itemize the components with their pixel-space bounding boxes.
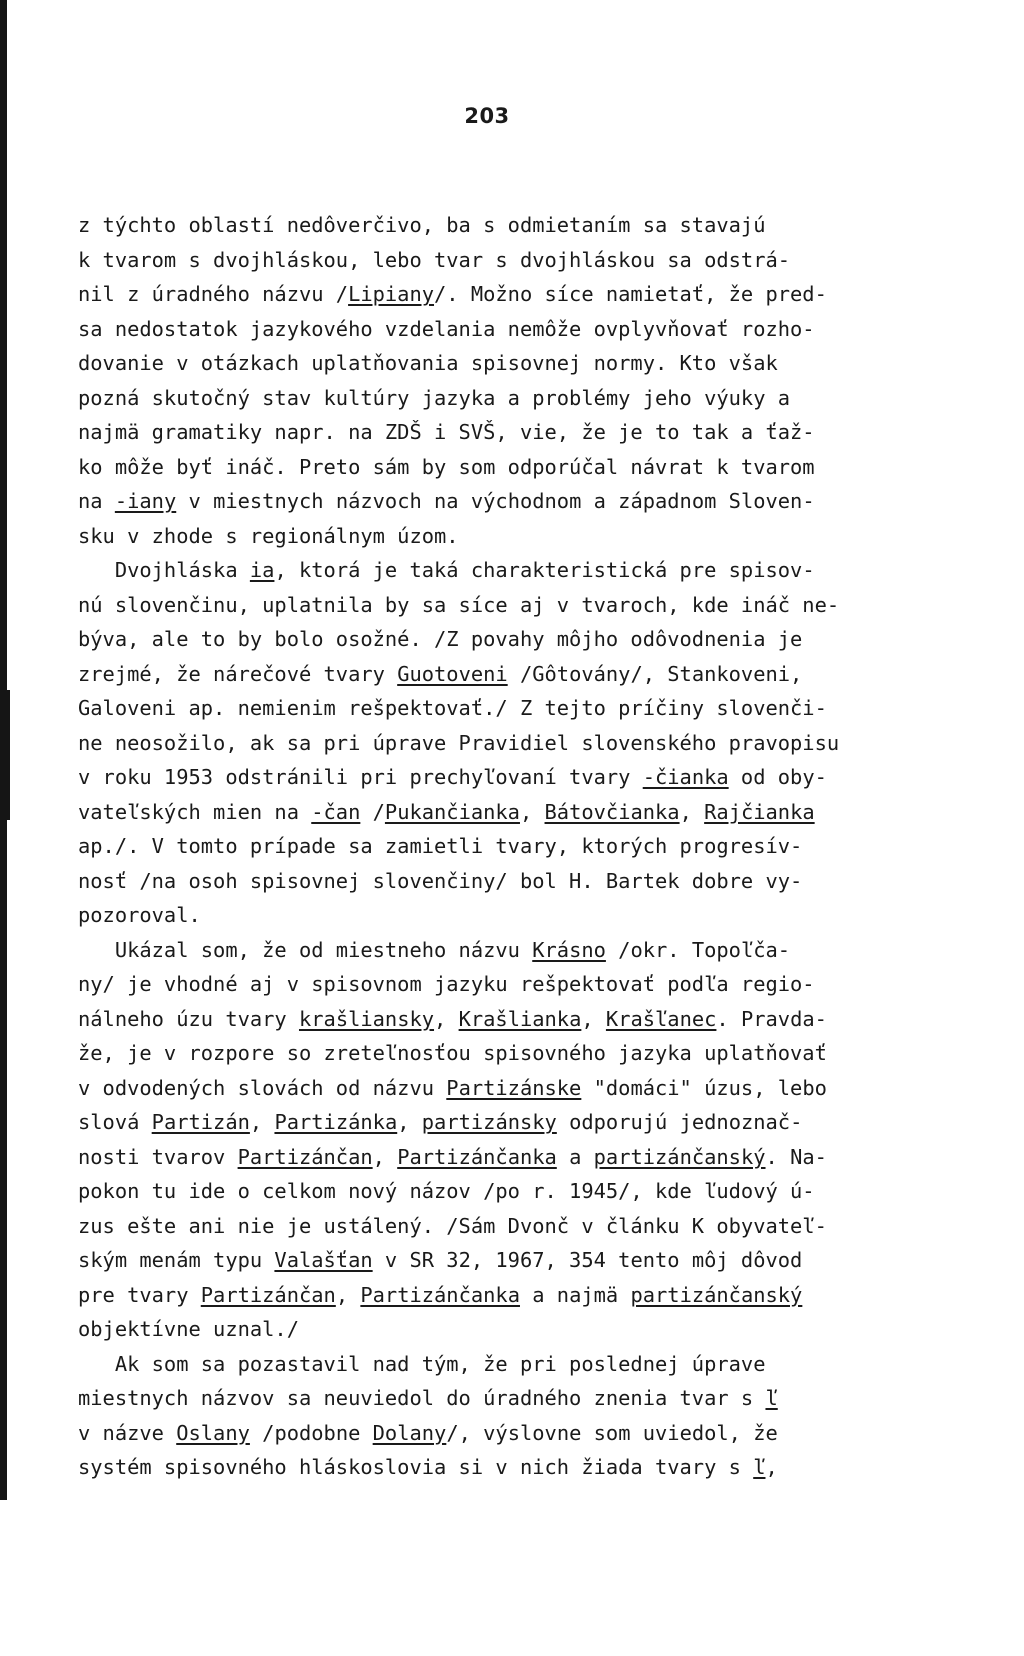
text-line [78, 1278, 1018, 1313]
line-text: /Gôtovány/, Stankoveni, [507, 661, 803, 686]
text-line [78, 1381, 1018, 1416]
text-line [78, 622, 1018, 657]
line-text: , [397, 1110, 422, 1134]
line-text: sku v zhode s regionálnym úzom. [78, 523, 459, 548]
line-text: pre tvary [78, 1282, 201, 1307]
underlined-term: -iany [114, 489, 177, 513]
text-line [78, 415, 1018, 450]
line-text: . Pravda- [716, 1006, 827, 1031]
line-text: a [556, 1144, 594, 1169]
line-text: v názve [78, 1420, 177, 1445]
line-text: . Na- [765, 1144, 827, 1169]
underlined-term: ľ [765, 1386, 778, 1410]
line-text: zrejmé, že nárečové tvary [78, 661, 398, 686]
line-text: v SR 32, 1967, 354 tento môj dôvod [372, 1248, 803, 1272]
line-text: zus ešte ani nie je ustálený. /Sám Dvonč v článku K obyvateľ- [78, 1213, 827, 1238]
underlined-term: Krašľanec [605, 1006, 717, 1031]
line-text: / [360, 799, 385, 824]
line-text: ny/ je vhodné aj v spisovnom jazyku rešpektovať podľa regio- [78, 972, 815, 996]
underlined-term: Dolany [372, 1420, 447, 1445]
underlined-term: Lipiany [348, 282, 435, 306]
line-text: "domáci" úzus, lebo [581, 1075, 827, 1100]
line-text: , [434, 1006, 459, 1031]
text-line [78, 312, 1018, 347]
line-text: ko môže byť ináč. Preto sám by som odporúčal návrat k tvarom [78, 454, 815, 479]
underlined-term: Krašlianka [458, 1006, 582, 1031]
line-text: z týchto oblastí nedôverčivo, ba s odmietaním sa stavajú [78, 213, 766, 237]
line-text: Galoveni ap. nemienim rešpektovať./ Z tejto príčiny slovenči- [78, 696, 827, 720]
line-text: ským menám typu [78, 1248, 275, 1272]
line-text: nosti tvarov [78, 1144, 238, 1169]
line-text: pozná skutočný stav kultúry jazyka a problémy jeho výuky a [78, 385, 791, 410]
line-text: ap./. V tomto prípade sa zamietli tvary, ktorých progresív- [78, 834, 803, 858]
line-text: nú slovenčinu, uplatnila by sa síce aj v tvaroch, kde ináč ne- [78, 592, 840, 617]
line-text: a najmä [519, 1282, 631, 1307]
underlined-term: Valašťan [274, 1248, 373, 1272]
text-line [78, 381, 1018, 416]
underlined-term: Bátovčianka [544, 799, 680, 824]
text-line [78, 1140, 1018, 1175]
underlined-term: ia [249, 558, 275, 582]
line-text: /, výslovne som uviedol, že [446, 1420, 778, 1445]
underlined-term: Guotoveni [397, 661, 508, 686]
line-text: v roku 1953 odstránili pri prechyľovaní tvary [78, 765, 643, 789]
underlined-term: Partizánčan [200, 1282, 336, 1307]
text-line [78, 1243, 1018, 1278]
text-line [78, 1347, 1018, 1382]
underlined-term: Partizánske [446, 1075, 582, 1100]
line-text: v odvodených slovách od názvu [78, 1075, 447, 1100]
underlined-term: -čianka [642, 765, 729, 789]
line-text: , [249, 1110, 275, 1134]
line-text: dovanie v otázkach uplatňovania spisovnej normy. Kto však [78, 351, 778, 375]
line-text: k tvarom s dvojhláskou, lebo tvar s dvojhláskou sa odstrá- [78, 247, 791, 272]
underlined-term: partizánčanský [593, 1144, 766, 1169]
line-text: objektívne uznal./ [78, 1317, 299, 1341]
text-line [78, 967, 1018, 1002]
underlined-term: Partizánčanka [397, 1144, 557, 1169]
line-text: nosť /na osoh spisovnej slovenčiny/ bol H. Bartek dobre vy- [78, 868, 803, 893]
line-text: /podobne [249, 1420, 373, 1445]
text-line [78, 864, 1018, 899]
text-line [78, 795, 1018, 830]
line-text: , [765, 1455, 778, 1479]
line-text: miestnych názvov sa neuviedol do úradného znenia tvar s [78, 1386, 766, 1410]
text-line [78, 760, 1018, 795]
underlined-term: Partizán [151, 1110, 250, 1134]
text-line [78, 484, 1018, 519]
line-text: od oby- [728, 765, 827, 789]
line-text: na [78, 489, 115, 513]
line-text: Ukázal som, že od miestneho názvu [78, 937, 533, 962]
text-line [78, 346, 1018, 381]
line-text: pokon tu ide o celkom nový názov /po r. 1945/, kde ľudový ú- [78, 1179, 815, 1203]
line-text: Ak som sa pozastavil nad tým, že pri poslednej úprave [78, 1351, 766, 1376]
text-line [78, 898, 1018, 933]
text-line [78, 657, 1018, 692]
underlined-term: Oslany [176, 1420, 250, 1445]
line-text: nálneho úzu tvary [78, 1006, 299, 1031]
line-text: slová [78, 1110, 152, 1134]
text-line [78, 1036, 1018, 1071]
line-text: /. Možno síce namietať, že pred- [434, 282, 827, 306]
line-text: v miestnych názvoch na východnom a západnom Sloven- [176, 489, 815, 513]
text-line [78, 1209, 1018, 1244]
underlined-term: Rajčianka [704, 799, 815, 824]
left-margin-mark [4, 690, 10, 820]
text-line [78, 933, 1018, 968]
text-line [78, 208, 1018, 243]
underlined-term: Pukančianka [384, 799, 520, 824]
line-text: najmä gramatiky napr. na ZDŠ i SVŠ, vie, že je to tak a ťaž- [78, 420, 815, 444]
line-text: sa nedostatok jazykového vzdelania nemôže ovplyvňovať rozho- [78, 316, 815, 341]
text-line [78, 1071, 1018, 1106]
line-text: ne neosožilo, ak sa pri úprave Pravidiel slovenského pravopisu [78, 730, 840, 755]
text-line [78, 1002, 1018, 1037]
line-text: , [679, 799, 705, 824]
line-text: Dvojhláska [78, 558, 250, 582]
text-line [78, 1450, 1018, 1485]
line-text: odporujú jednoznač- [556, 1110, 803, 1134]
underlined-term: -čan [311, 799, 361, 824]
text-line [78, 243, 1018, 278]
underlined-term: partizánsky [421, 1110, 557, 1134]
text-line [78, 1174, 1018, 1209]
underlined-term: Partizánčan [237, 1144, 373, 1169]
line-text: pozoroval. [78, 903, 201, 927]
text-line [78, 829, 1018, 864]
text-line [78, 553, 1018, 588]
line-text: , [581, 1006, 606, 1031]
line-text: že, je v rozpore so zreteľnosťou spisovného jazyka uplatňovať [78, 1041, 827, 1065]
text-line [78, 726, 1018, 761]
body-text [78, 208, 1018, 1485]
text-line [78, 519, 1018, 554]
underlined-term: Krásno [532, 937, 606, 962]
line-text: býva, ale to by bolo osožné. /Z povahy môjho odôvodnenia je [78, 627, 803, 651]
line-text: systém spisovného hláskoslovia si v nich žiada tvary s [78, 1455, 754, 1479]
text-line [78, 588, 1018, 623]
underlined-term: partizánčanský [630, 1282, 803, 1307]
line-text: , [335, 1282, 361, 1307]
text-line [78, 1312, 1018, 1347]
text-line [78, 691, 1018, 726]
line-text: , [372, 1144, 398, 1169]
line-text: nil z úradného názvu / [78, 282, 349, 306]
underlined-term: Partizánka [274, 1110, 398, 1134]
line-text: , [519, 799, 545, 824]
text-line [78, 1105, 1018, 1140]
line-text: /okr. Topoľča- [605, 937, 791, 962]
text-line [78, 1416, 1018, 1451]
underlined-term: Partizánčanka [360, 1282, 520, 1307]
line-text: vateľských mien na [78, 799, 312, 824]
line-text: , ktorá je taká charakteristická pre spisov- [274, 558, 815, 582]
page-number: 203 [464, 104, 510, 128]
text-line [78, 277, 1018, 312]
underlined-term: krašliansky [298, 1006, 435, 1031]
underlined-term: ľ [753, 1455, 766, 1479]
text-line [78, 450, 1018, 485]
